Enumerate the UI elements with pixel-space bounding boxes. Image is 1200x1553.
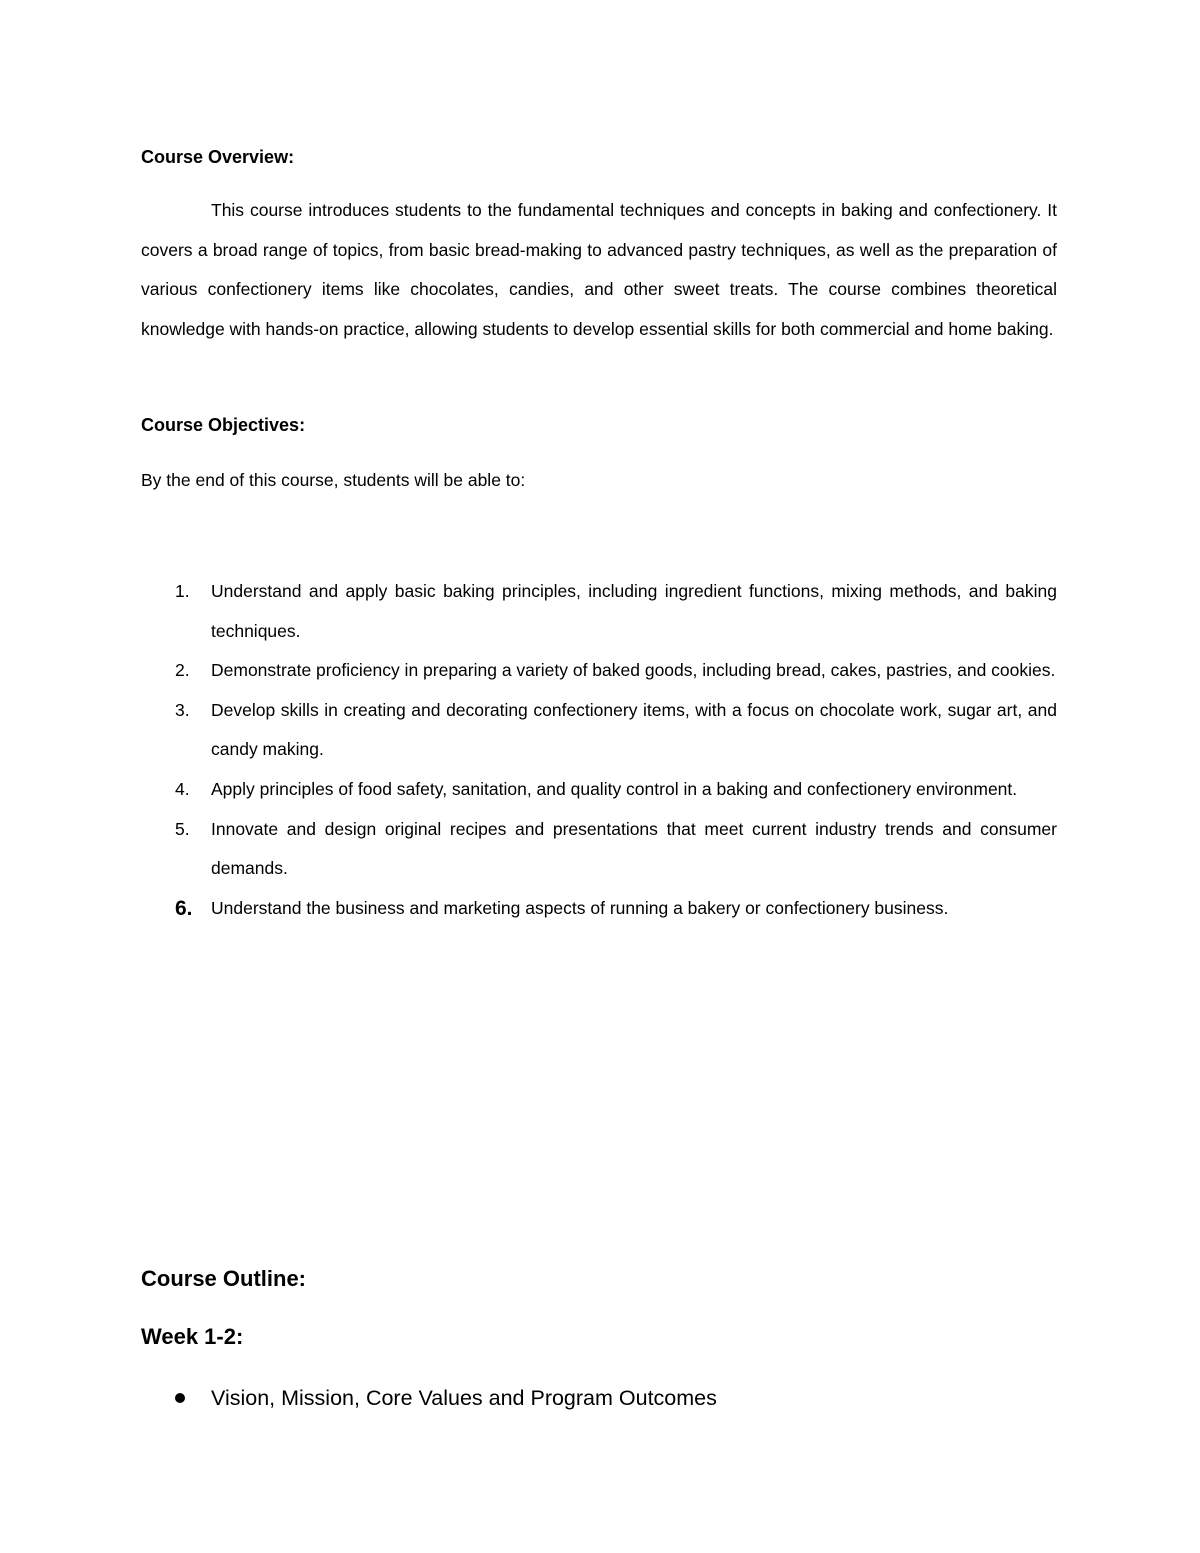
course-overview-heading: Course Overview:	[141, 147, 295, 167]
objective-text: Demonstrate proficiency in preparing a variety of baked goods, including bread, cakes, pastries, and cookies.	[211, 660, 1056, 681]
objective-number: 4.	[175, 778, 190, 799]
objective-item	[141, 889, 1057, 929]
objective-text: Apply principles of food safety, sanitation, and quality control in a baking and confectionery environment.	[211, 778, 1018, 799]
objective-number: 3.	[175, 699, 190, 720]
objective-number: 5.	[175, 818, 190, 839]
objective-text: Innovate and design original recipes and presentations that meet current industry trends and consumer demands.	[211, 818, 1057, 879]
course-overview-text: This course introduces students to the fundamental techniques and concepts in baking and confectionery. It covers a broad range of topics, from basic bread-making to advanced pastry techniques, as well as the preparation of various confectionery items like chocolates, candies, and other sweet treats. The course combines theoretical knowledge with hands-on practice, allowing students to develop essential skills for both commercial and home baking.	[141, 200, 1057, 339]
outline-bullet-item	[141, 1382, 1057, 1414]
objective-number: 2.	[175, 660, 190, 681]
course-outline-heading: Course Outline:	[141, 1266, 307, 1291]
objective-item	[141, 651, 1057, 691]
week-heading: Week 1-2:	[141, 1324, 244, 1349]
objective-number: 1.	[175, 581, 190, 601]
objective-item	[141, 770, 1057, 810]
objective-number: 6.	[175, 896, 193, 920]
objective-text: Understand the business and marketing aspects of running a bakery or confectionery business.	[211, 897, 949, 918]
objective-item	[141, 691, 1057, 770]
course-objectives-heading: Course Objectives:	[141, 415, 306, 435]
bullet-icon	[175, 1393, 185, 1403]
course-objectives-intro: By the end of this course, students will be able to:	[141, 470, 526, 490]
objective-text: Understand and apply basic baking principles, including ingredient functions, mixing methods, and baking techniques.	[211, 581, 1057, 641]
course-overview-paragraph	[141, 191, 1057, 349]
outline-bullet-text: Vision, Mission, Core Values and Program Outcomes	[211, 1386, 717, 1410]
objective-item	[141, 810, 1057, 889]
objective-item	[141, 572, 1057, 651]
objectives-list	[141, 572, 1057, 928]
objective-text: Develop skills in creating and decorating confectionery items, with a focus on chocolate work, sugar art, and candy making.	[211, 699, 1057, 760]
